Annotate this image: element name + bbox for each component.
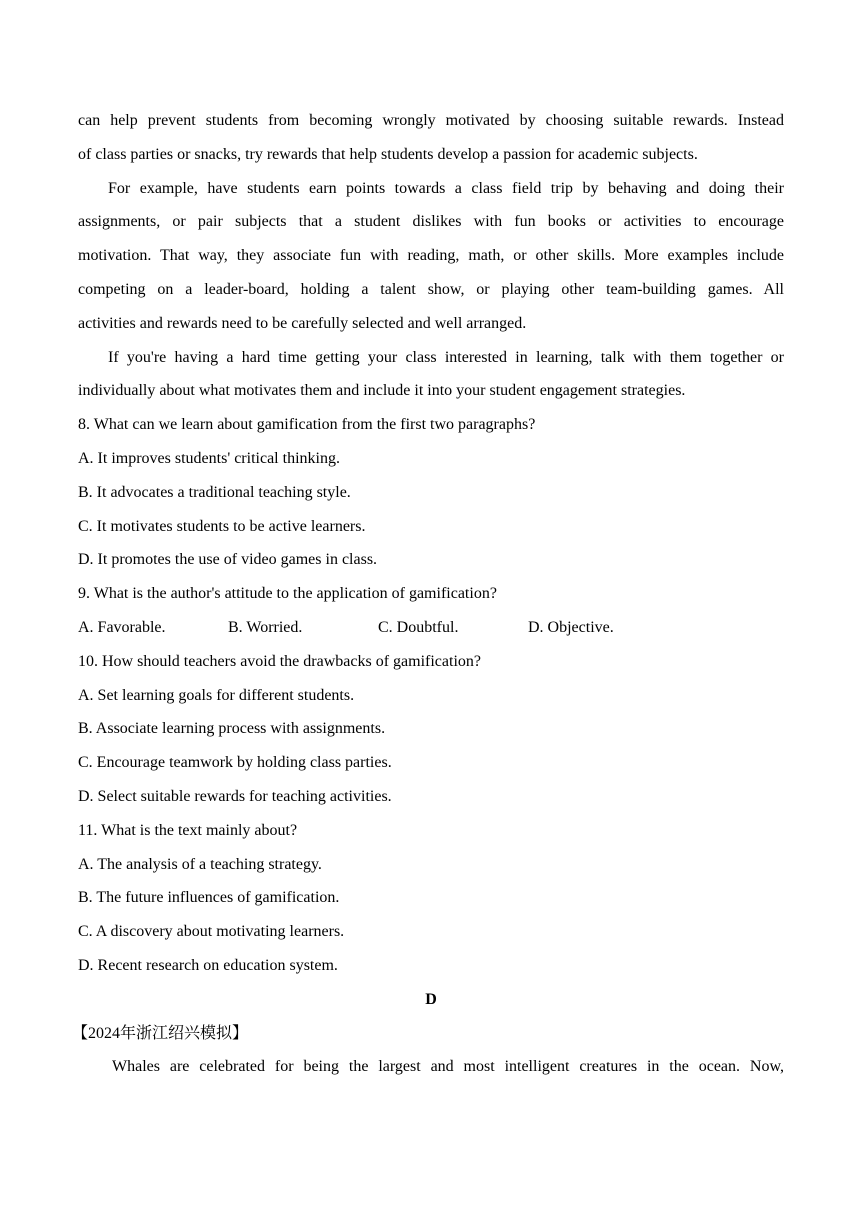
- answer-option: B. Associate learning process with assignments.: [78, 720, 386, 738]
- answer-option: D. It promotes the use of video games in class.: [78, 551, 378, 569]
- passage-line: For example, have students earn points towards a class field trip by behaving and doing their: [108, 179, 784, 197]
- answer-option: A. Favorable.: [78, 618, 166, 636]
- answer-option: C. It motivates students to be active learners.: [78, 517, 366, 535]
- passage-line: activities and rewards need to be carefully selected and well arranged.: [78, 314, 527, 332]
- passage-line: competing on a leader-board, holding a talent show, or playing other team-building games. All: [78, 280, 784, 298]
- passage-line: of class parties or snacks, try rewards that help students develop a passion for academic subjects.: [78, 145, 698, 163]
- answer-option: B. It advocates a traditional teaching style.: [78, 483, 351, 501]
- passage-line: can help prevent students from becoming wrongly motivated by choosing suitable rewards. Instead: [78, 112, 784, 129]
- question-stem: 9. What is the author's attitude to the application of gamification?: [78, 585, 497, 603]
- question-stem: 10. How should teachers avoid the drawbacks of gamification?: [78, 652, 481, 670]
- question-10: [78, 645, 784, 814]
- answer-option: C. Doubtful.: [378, 618, 459, 636]
- answer-option: D. Recent research on education system.: [78, 956, 338, 974]
- question-stem: 8. What can we learn about gamification from the first two paragraphs?: [78, 416, 536, 434]
- answer-options-row: [78, 611, 784, 645]
- answer-option: C. Encourage teamwork by holding class parties.: [78, 754, 392, 772]
- answer-option: D. Select suitable rewards for teaching activities.: [78, 787, 392, 805]
- passage: [78, 104, 784, 408]
- answer-option: A. The analysis of a teaching strategy.: [78, 855, 322, 873]
- passage-line: If you're having a hard time getting your class interested in learning, talk with them together or: [108, 348, 784, 366]
- document-content: [72, 104, 784, 1084]
- source-tag: 【2024年浙江绍兴模拟】: [72, 1024, 249, 1042]
- question-stem: 11. What is the text mainly about?: [78, 821, 298, 839]
- answer-option: D. Objective.: [528, 618, 614, 636]
- answer-option: A. It improves students' critical thinking.: [78, 449, 340, 467]
- passage-line: individually about what motivates them and include it into your student engagement strategies.: [78, 382, 686, 400]
- section-heading: D: [425, 990, 437, 1008]
- answer-option: C. A discovery about motivating learners.: [78, 923, 345, 941]
- section-d: [72, 983, 784, 1084]
- answer-option: A. Set learning goals for different students.: [78, 686, 355, 704]
- passage-line: assignments, or pair subjects that a student dislikes with fun books or activities to encourage: [78, 213, 784, 231]
- answer-option: B. Worried.: [228, 618, 303, 636]
- answer-option: B. The future influences of gamification.: [78, 889, 340, 907]
- question-8: [78, 408, 784, 577]
- question-9: [78, 577, 784, 645]
- passage-line: motivation. That way, they associate fun with reading, math, or other skills. More examples include: [78, 247, 784, 265]
- passage-line: Whales are celebrated for being the largest and most intelligent creatures in the ocean. Now,: [112, 1058, 784, 1076]
- question-11: [78, 814, 784, 983]
